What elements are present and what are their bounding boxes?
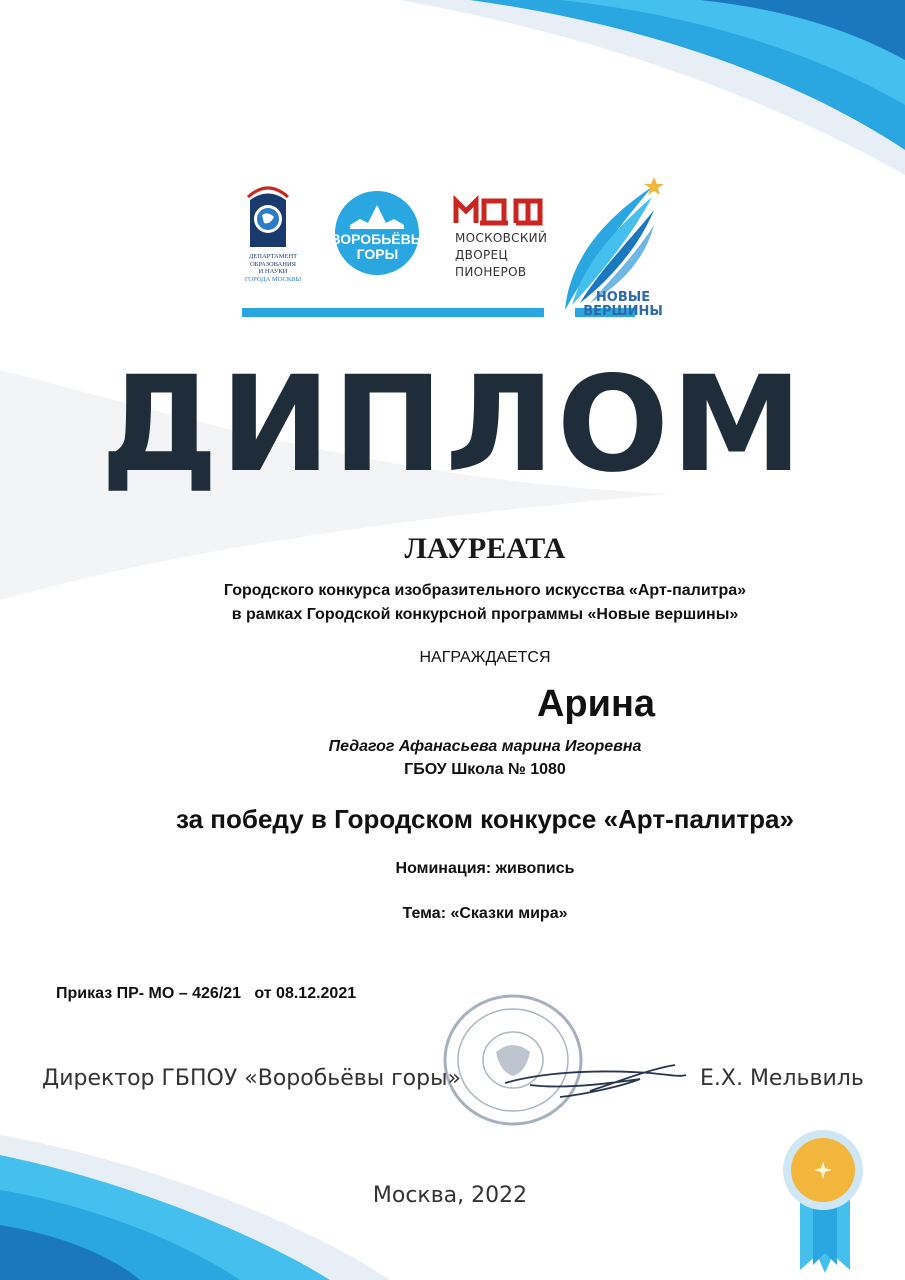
theme-line: Тема: «Сказки мира»: [402, 905, 568, 922]
contest-line-1: Городского конкурса изобразительного искусства «Арт-палитра»: [223, 582, 747, 599]
dept-logo-text: ДЕПАРТАМЕНТ ОБРАЗОВАНИЯ И НАУКИ ГОРОДА МОСКВЫ: [244, 253, 302, 283]
city-year: Москва, 2022: [372, 1183, 528, 1208]
director-title: Директор ГБПОУ «Воробьёвы горы»: [42, 1066, 461, 1091]
diploma-title: ДИПЛОМ: [100, 348, 805, 502]
novye-vershiny-logo-text: НОВЫЕ ВЕРШИНЫ: [583, 290, 663, 319]
awarded-label: НАГРАЖДАЕТСЯ: [419, 649, 551, 666]
laureate-heading: ЛАУРЕАТА: [404, 532, 566, 565]
nomination-line: Номинация: живопись: [395, 860, 575, 877]
medal-icon: [775, 1125, 875, 1275]
school-line: ГБОУ Школа № 1080: [404, 761, 566, 778]
teacher-line: Педагог Афанасьева марина Игоревна: [328, 738, 642, 755]
logo-underline-bar: [242, 308, 544, 317]
signer-name: Е.Х. Мельвиль: [700, 1066, 864, 1091]
contest-line-2: в рамках Городской конкурсной программы «Новые вершины»: [231, 606, 739, 623]
mdp-mark-icon: [456, 201, 540, 223]
order-line: Приказ ПР- МО – 426/21 от 08.12.2021: [56, 985, 357, 1002]
victory-line: за победу в Городском конкурсе «Арт-палитра»: [176, 804, 794, 834]
signature-icon: [500, 1055, 690, 1105]
vorobyovy-logo-text: ВОРОБЬЁВЫ ГОРЫ: [330, 231, 425, 262]
mdp-logo-text: МОСКОВСКИЙ ДВОРЕЦ ПИОНЕРОВ: [455, 231, 548, 279]
coat-of-arms-icon: [248, 188, 288, 247]
recipient-name: Арина: [536, 683, 656, 725]
